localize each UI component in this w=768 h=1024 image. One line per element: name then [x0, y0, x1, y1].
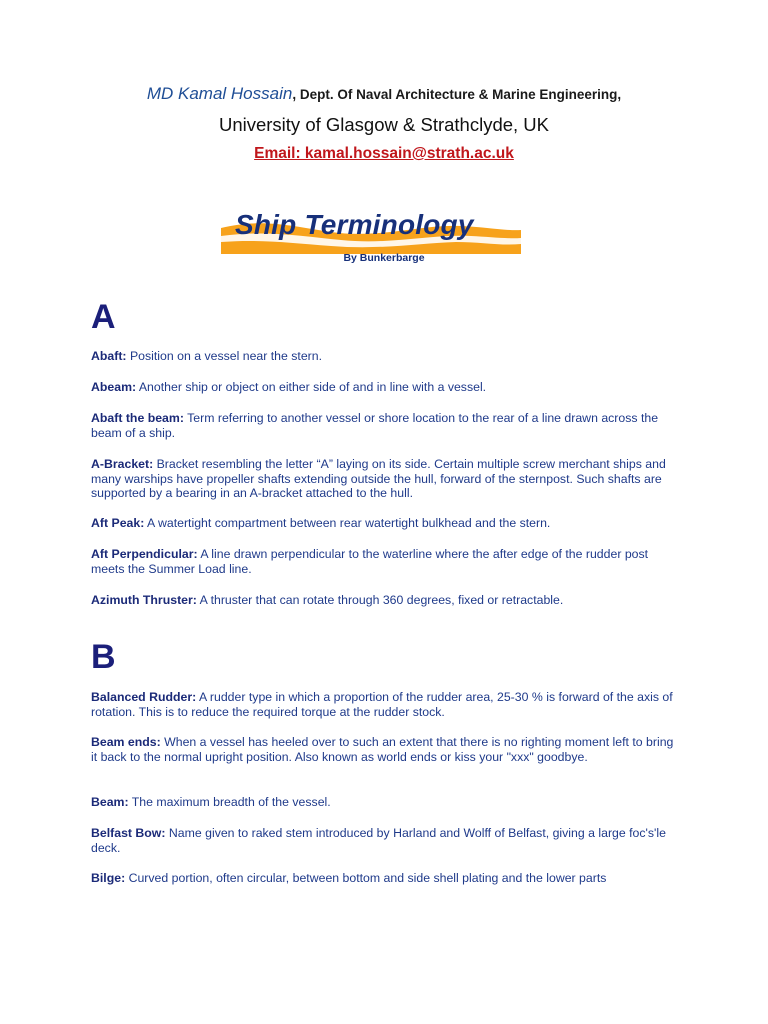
- entry-definition: A line drawn perpendicular to the waterline where the after edge of the rudder post meets the Summer Load line.: [91, 547, 649, 576]
- entry-term: Azimuth Thruster:: [91, 593, 197, 607]
- email-link[interactable]: Email: kamal.hossain@strath.ac.uk: [254, 145, 514, 162]
- glossary-entry: [91, 380, 676, 395]
- entry-definition: Bracket resembling the letter “A” laying on its side. Certain multiple screw merchant ships and many warships have propeller shafts extending outside the hull, forward of the sternpost. Such shafts are supported by a bearing in an A-bracket attached to the hull.: [91, 457, 666, 501]
- glossary-entry: [91, 516, 676, 531]
- section-letter-b: B: [91, 638, 116, 676]
- entry-term: Belfast Bow:: [91, 826, 166, 840]
- entry-term: Balanced Rudder:: [91, 690, 197, 704]
- entry-term: Aft Perpendicular:: [91, 547, 198, 561]
- glossary-entry: [91, 457, 676, 501]
- entry-term: Bilge:: [91, 871, 126, 885]
- entry-term: Beam:: [91, 795, 129, 809]
- entry-term: Abeam:: [91, 380, 137, 394]
- glossary-entry: [91, 547, 676, 576]
- glossary-entry: [91, 735, 676, 764]
- entry-definition: A watertight compartment between rear watertight bulkhead and the stern.: [144, 516, 551, 530]
- section-letter-a: A: [91, 298, 116, 336]
- entry-definition: A thruster that can rotate through 360 degrees, fixed or retractable.: [196, 593, 564, 607]
- glossary-entry: [91, 411, 676, 440]
- entry-term: A-Bracket:: [91, 457, 154, 471]
- glossary-entry: [91, 349, 676, 364]
- author-line: [0, 84, 768, 104]
- entry-definition: The maximum breadth of the vessel.: [128, 795, 331, 809]
- email-line: [0, 145, 768, 163]
- entry-definition: Term referring to another vessel or shore location to the rear of a line drawn across the beam of a ship.: [91, 411, 659, 440]
- entry-term: Aft Peak:: [91, 516, 145, 530]
- glossary-entry: [91, 795, 676, 810]
- logo-byline: By Bunkerbarge: [343, 252, 425, 264]
- university-line: University of Glasgow & Strathclyde, UK: [218, 114, 550, 135]
- glossary-entry: [91, 826, 676, 855]
- ship-terminology-logo: [221, 206, 521, 254]
- entry-term: Beam ends:: [91, 735, 161, 749]
- entry-definition: Position on a vessel near the stern.: [126, 349, 323, 363]
- glossary-entry: [91, 871, 676, 886]
- glossary-entry: [91, 690, 676, 719]
- entry-term: Abaft:: [91, 349, 127, 363]
- entry-definition: A rudder type in which a proportion of the rudder area, 25-30 % is forward of the axis of rotation. This is to reduce the required torque at the rudder stock.: [91, 690, 673, 719]
- logo-title: Ship Terminology: [235, 209, 474, 240]
- entry-definition: When a vessel has heeled over to such an extent that there is no righting moment left to bring it back to the normal upright position. Also known as world ends or kiss your "xxx" goodbye.: [91, 735, 674, 764]
- entry-definition: Another ship or object on either side of and in line with a vessel.: [136, 380, 487, 394]
- glossary-entry: [91, 593, 676, 608]
- entry-definition: Name given to raked stem introduced by Harland and Wolff of Belfast, giving a large foc's'le deck.: [91, 826, 666, 855]
- affiliation: , Dept. Of Naval Architecture & Marine Engineering,: [292, 87, 622, 102]
- entry-definition: Curved portion, often circular, between bottom and side shell plating and the lower parts: [125, 871, 607, 885]
- entry-term: Abaft the beam:: [91, 411, 184, 425]
- author-name: MD Kamal Hossain: [146, 84, 293, 103]
